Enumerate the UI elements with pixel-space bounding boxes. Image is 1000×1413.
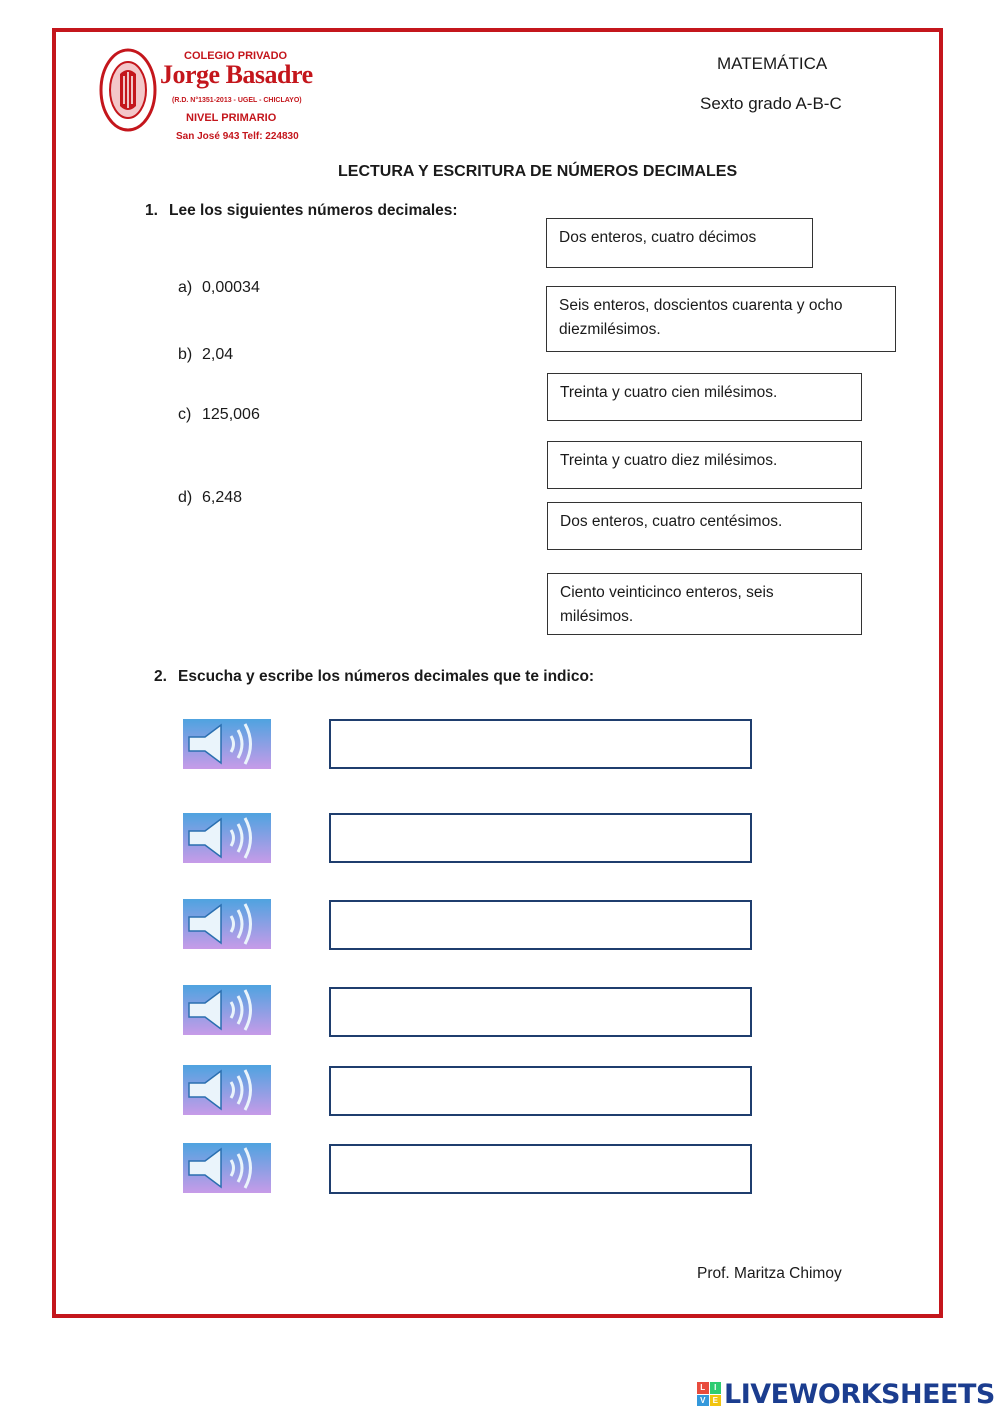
question-1-title — [145, 202, 458, 220]
speaker-icon[interactable] — [183, 1143, 271, 1193]
subject-label: MATEMÁTICA — [717, 54, 828, 73]
option-box-5[interactable]: Dos enteros, cuatro centésimos. — [547, 502, 862, 550]
school-address: San José 943 Telf: 224830 — [176, 131, 299, 142]
school-label: COLEGIO PRIVADO — [184, 50, 288, 62]
option-box-2[interactable]: Seis enteros, doscientos cuarenta y ocho diezmilésimos. — [546, 286, 896, 352]
answer-input-3[interactable] — [329, 900, 752, 950]
liveworksheets-logo — [697, 1378, 995, 1410]
question-1-number: 1. — [145, 202, 158, 219]
brand-text: LIVEWORKSHEETS — [724, 1378, 995, 1410]
decimal-item-a — [178, 279, 260, 297]
school-seal-icon — [98, 46, 158, 134]
option-box-4[interactable]: Treinta y cuatro diez milésimos. — [547, 441, 862, 489]
decimal-item-b — [178, 346, 233, 364]
answer-input-4[interactable] — [329, 987, 752, 1037]
worksheet-title: LECTURA Y ESCRITURA DE NÚMEROS DECIMALES — [338, 163, 738, 180]
item-label: b) — [178, 346, 193, 363]
brand-mark-icon: L I V E — [697, 1382, 721, 1406]
option-box-6[interactable]: Ciento veinticinco enteros, seis milésimos. — [547, 573, 862, 635]
answer-input-1[interactable] — [329, 719, 752, 769]
decimal-item-c — [178, 406, 260, 424]
grade-label: Sexto grado A-B-C — [700, 94, 842, 113]
question-2-number: 2. — [154, 668, 167, 685]
answer-input-5[interactable] — [329, 1066, 752, 1116]
decimal-item-d — [178, 489, 242, 507]
school-name: Jorge Basadre — [160, 60, 313, 89]
option-box-1[interactable]: Dos enteros, cuatro décimos — [546, 218, 813, 268]
speaker-icon[interactable] — [183, 719, 271, 769]
speaker-icon[interactable] — [183, 1065, 271, 1115]
option-box-3[interactable]: Treinta y cuatro cien milésimos. — [547, 373, 862, 421]
item-value: 125,006 — [202, 406, 260, 423]
item-label: a) — [178, 279, 193, 296]
question-2-title — [154, 668, 594, 686]
speaker-icon[interactable] — [183, 985, 271, 1035]
item-value: 0,00034 — [202, 279, 260, 296]
school-resolution: (R.D. N°1351-2013 - UGEL - CHICLAYO) — [172, 97, 302, 104]
item-value: 6,248 — [202, 489, 243, 506]
speaker-icon[interactable] — [183, 899, 271, 949]
question-1-text: Lee los siguientes números decimales: — [169, 202, 458, 219]
speaker-icon[interactable] — [183, 813, 271, 863]
answer-input-2[interactable] — [329, 813, 752, 863]
answer-input-6[interactable] — [329, 1144, 752, 1194]
item-label: c) — [178, 406, 192, 423]
school-level: NIVEL PRIMARIO — [186, 112, 277, 124]
question-2-text: Escucha y escribe los números decimales que te indico: — [178, 668, 595, 685]
item-value: 2,04 — [202, 346, 234, 363]
teacher-name: Prof. Maritza Chimoy — [697, 1265, 842, 1282]
item-label: d) — [178, 489, 193, 506]
